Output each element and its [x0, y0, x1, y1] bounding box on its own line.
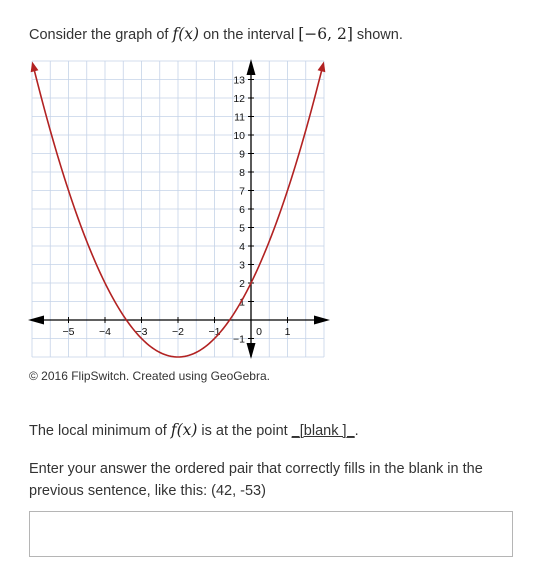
tick-labels	[63, 75, 291, 346]
interval-notation: [−6, 2]	[298, 25, 353, 43]
y-tick-label: 12	[233, 93, 245, 105]
intro-after: shown.	[352, 27, 403, 43]
intro-text	[29, 25, 403, 43]
y-tick-label: 11	[234, 111, 245, 124]
y-tick-label: 5	[239, 222, 245, 235]
x-tick-label: −2	[172, 326, 184, 338]
function-notation: f(x)	[172, 25, 200, 43]
question-after: .	[354, 423, 359, 439]
y-tick-label: 2	[239, 278, 245, 290]
x-axis-left-arrow	[28, 316, 44, 325]
y-tick-label: 1	[239, 296, 245, 309]
y-tick-label: 13	[233, 74, 245, 87]
x-tick-label: −5	[62, 326, 75, 338]
y-tick-label: 9	[239, 148, 245, 161]
x-tick-label: 0	[256, 326, 262, 338]
y-tick-label: 3	[239, 259, 245, 272]
question-before: The local minimum of	[29, 423, 171, 439]
question-text	[29, 421, 359, 439]
answer-blank-link[interactable]: _[blank ]_	[291, 423, 355, 439]
x-tick-label: −4	[99, 326, 111, 338]
function-graph	[22, 55, 332, 361]
grid-lines	[32, 61, 324, 357]
x-tick-label: 1	[284, 326, 291, 338]
credit-text: © 2016 FlipSwitch. Created using GeoGebra.	[29, 369, 270, 383]
question-middle: is at the point	[197, 423, 292, 439]
y-tick-label: −1	[233, 333, 245, 346]
intro-middle: on the interval	[199, 27, 299, 43]
y-tick-label: 7	[239, 185, 245, 198]
y-tick-label: 10	[233, 130, 245, 142]
function-notation: f(x)	[170, 421, 198, 439]
y-tick-label: 8	[239, 167, 245, 179]
y-tick-label: 6	[239, 204, 245, 216]
y-axis-top-arrow	[247, 59, 256, 75]
x-axis-right-arrow	[314, 316, 330, 325]
x-tick-label: −1	[208, 326, 221, 338]
intro-before: Consider the graph of	[29, 27, 173, 43]
answer-input[interactable]	[29, 511, 513, 557]
y-tick-label: 4	[239, 241, 245, 253]
instructions-text: Enter your answer the ordered pair that correctly fills in the blank in the previous sentence, like this: (42, -53)	[29, 461, 483, 499]
x-tick-label: −3	[135, 326, 148, 338]
